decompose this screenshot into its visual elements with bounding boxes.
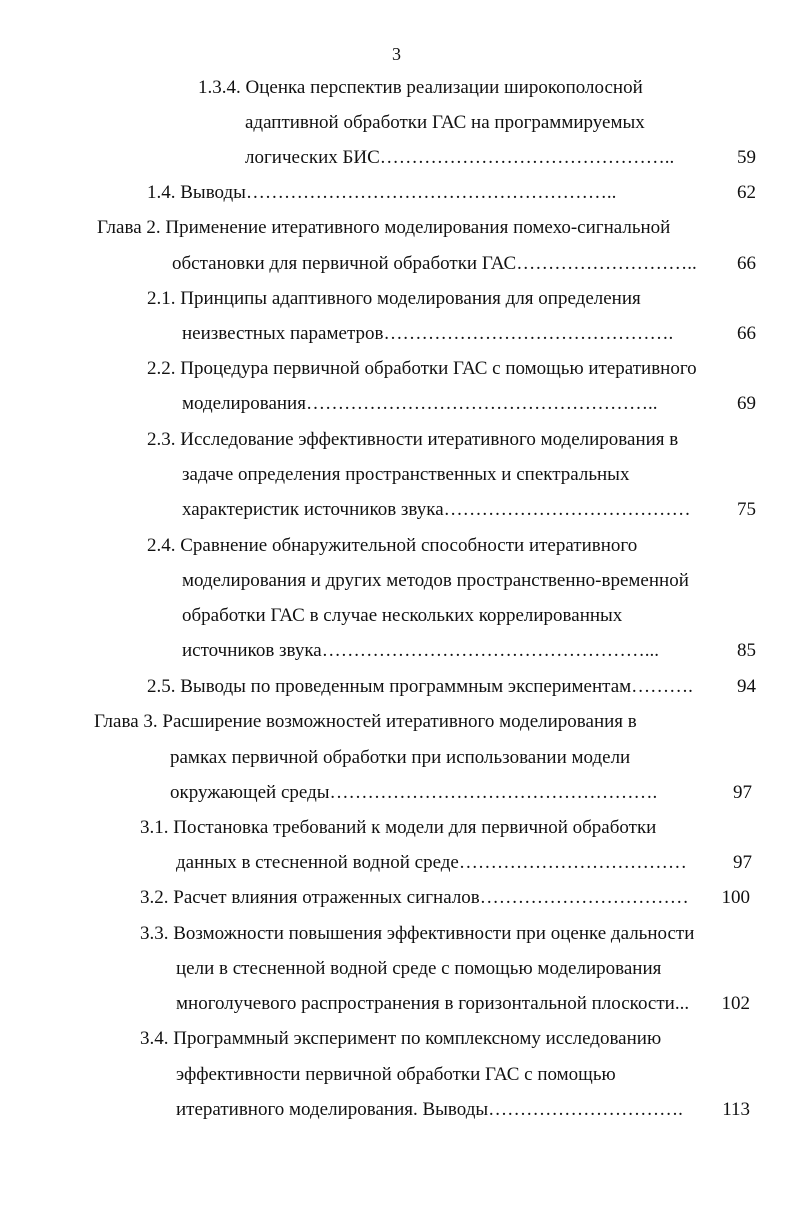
toc-page-number: 102 bbox=[721, 993, 750, 1014]
toc-page-number: 66 bbox=[737, 323, 756, 344]
toc-page-number: 66 bbox=[737, 253, 756, 274]
toc-line: 3.4. Программный эксперимент по комплексному исследованию bbox=[140, 1028, 662, 1049]
toc-line: 3.1. Постановка требований к модели для первичной обработки bbox=[140, 817, 657, 838]
toc-page-number: 100 bbox=[721, 887, 750, 908]
toc-page-number: 69 bbox=[737, 393, 756, 414]
toc-page-number: 75 bbox=[737, 499, 756, 520]
toc-line: 2.5. Выводы по проведенным программным экспериментам………. bbox=[147, 676, 693, 697]
toc-line: логических БИС……………………………………….. bbox=[245, 147, 675, 168]
toc-line: 2.4. Сравнение обнаружительной способности итеративного bbox=[147, 535, 638, 556]
toc-page-number: 59 bbox=[737, 147, 756, 168]
toc-line: характеристик источников звука………………………………… bbox=[182, 499, 691, 520]
toc-line: 3.2. Расчет влияния отраженных сигналов…………………………… bbox=[140, 887, 689, 908]
toc-line: 2.2. Процедура первичной обработки ГАС с помощью итеративного bbox=[147, 358, 697, 379]
toc-line: окружающей среды……………………………………………. bbox=[170, 782, 658, 803]
page-number: 3 bbox=[392, 44, 401, 64]
toc-line: 3.3. Возможности повышения эффективности при оценке дальности bbox=[140, 923, 695, 944]
toc-page-number: 94 bbox=[737, 676, 756, 697]
toc-line: цели в стесненной водной среде с помощью моделирования bbox=[176, 958, 662, 979]
toc-line: многолучевого распространения в горизонтальной плоскости... bbox=[176, 993, 690, 1014]
toc-line: моделирования……………………………………………….. bbox=[182, 393, 658, 414]
toc-line: 1.3.4. Оценка перспектив реализации широкополосной bbox=[198, 77, 643, 98]
toc-line: Глава 3. Расширение возможностей итеративного моделирования в bbox=[94, 711, 637, 732]
toc-page-number: 97 bbox=[733, 782, 752, 803]
toc-line: данных в стесненной водной среде……………………………… bbox=[176, 852, 687, 873]
toc-line: Глава 2. Применение итеративного моделирования помехо-сигнальной bbox=[97, 217, 671, 238]
toc-line: 1.4. Выводы………………………………………………….. bbox=[147, 182, 617, 203]
toc-line: задаче определения пространственных и спектральных bbox=[182, 464, 630, 485]
toc-line: обработки ГАС в случае нескольких коррелированных bbox=[182, 605, 623, 626]
toc-line: источников звука……………………………………………... bbox=[182, 640, 659, 661]
toc-page-number: 97 bbox=[733, 852, 752, 873]
toc-line: 2.1. Принципы адаптивного моделирования для определения bbox=[147, 288, 641, 309]
toc-line: адаптивной обработки ГАС на программируемых bbox=[245, 112, 645, 133]
toc-page-number: 113 bbox=[722, 1099, 750, 1120]
toc-page-number: 85 bbox=[737, 640, 756, 661]
toc-line: неизвестных параметров………………………………………. bbox=[182, 323, 674, 344]
toc-line: моделирования и других методов пространственно-временной bbox=[182, 570, 689, 591]
toc-line: итеративного моделирования. Выводы…………………………. bbox=[176, 1099, 683, 1120]
toc-line: рамках первичной обработки при использовании модели bbox=[170, 747, 631, 768]
toc-line: обстановки для первичной обработки ГАС……………………….. bbox=[172, 253, 697, 274]
toc-page-number: 62 bbox=[737, 182, 756, 203]
toc-line: эффективности первичной обработки ГАС с помощью bbox=[176, 1064, 616, 1085]
toc-line: 2.3. Исследование эффективности итеративного моделирования в bbox=[147, 429, 679, 450]
